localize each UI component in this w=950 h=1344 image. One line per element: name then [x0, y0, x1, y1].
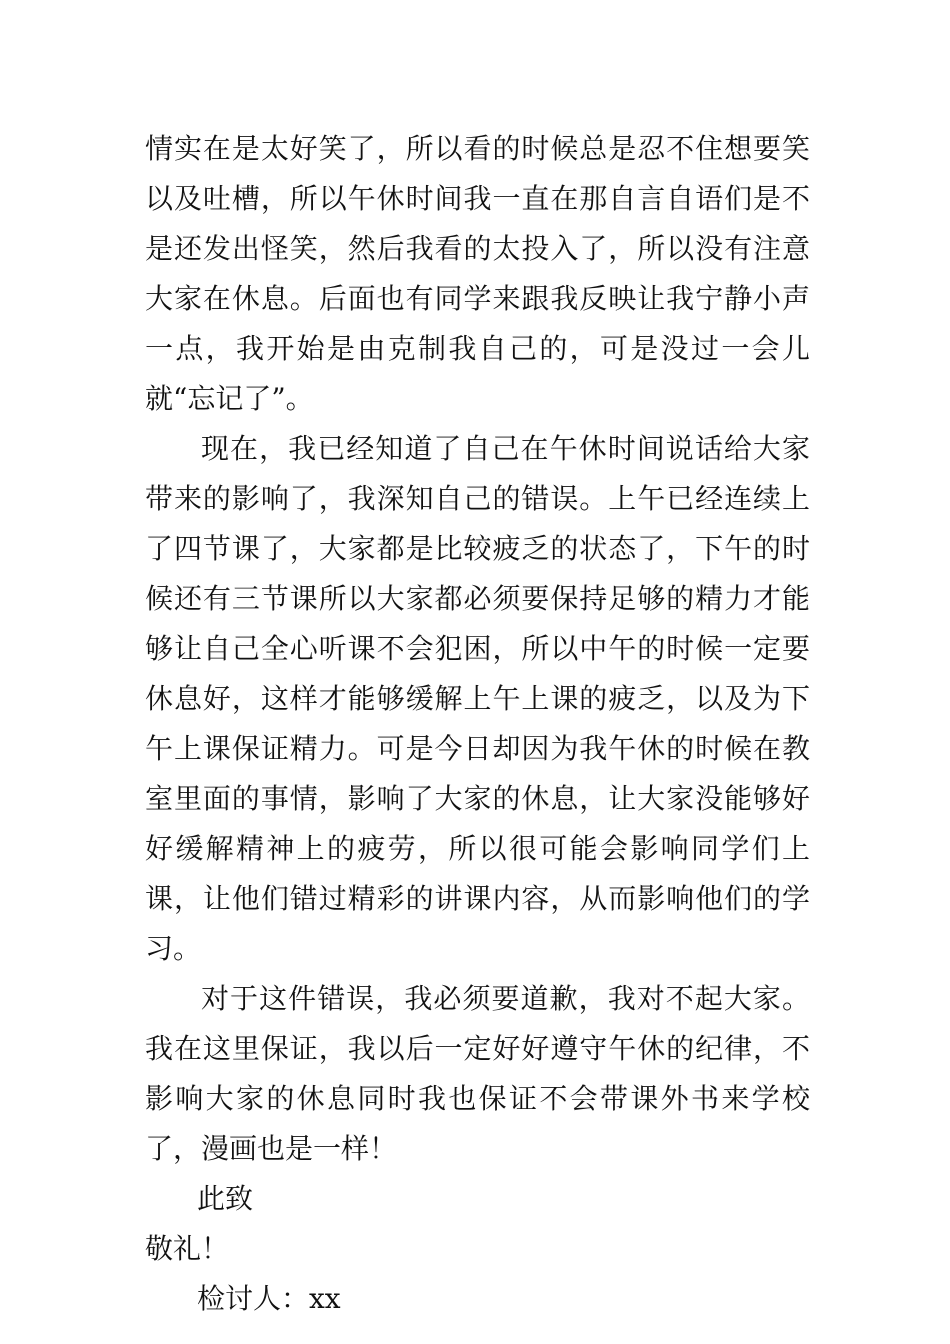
closing-salutation: 此致: [197, 1182, 254, 1215]
document-body: [145, 124, 810, 1324]
signature: 检讨人：xx: [197, 1282, 341, 1315]
paragraph-impact: 现在，我已经知道了自己在午休时间说话给大家带来的影响了，我深知自己的错误。上午已经连续上了四节课了，大家都是比较疲乏的状态了，下午的时候还有三节课所以大家都必须要保持足够的精力才能够让自己全心听课不会犯困，所以中午的时候一定要休息好，这样才能够缓解上午上课的疲乏，以及为下午上课保证精力。可是今日却因为我午休的时候在教室里面的事情，影响了大家的休息，让大家没能够好好缓解精神上的疲劳，所以很可能会影响同学们上课，让他们错过精彩的讲课内容，从而影响他们的学习。: [145, 432, 810, 965]
paragraph-continuation: 情实在是太好笑了，所以看的时候总是忍不住想要笑以及吐槽，所以午休时间我一直在那自言自语们是不是还发出怪笑，然后我看的太投入了，所以没有注意大家在休息。后面也有同学来跟我反映让我宁静小声一点，我开始是由克制我自己的，可是没过一会儿就“忘记了”。: [145, 132, 810, 415]
closing-regards: 敬礼！: [145, 1232, 230, 1265]
paragraph-apology: 对于这件错误，我必须要道歉，我对不起大家。我在这里保证，我以后一定好好遵守午休的纪律，不影响大家的休息同时我也保证不会带课外书来学校了，漫画也是一样！: [145, 982, 810, 1165]
